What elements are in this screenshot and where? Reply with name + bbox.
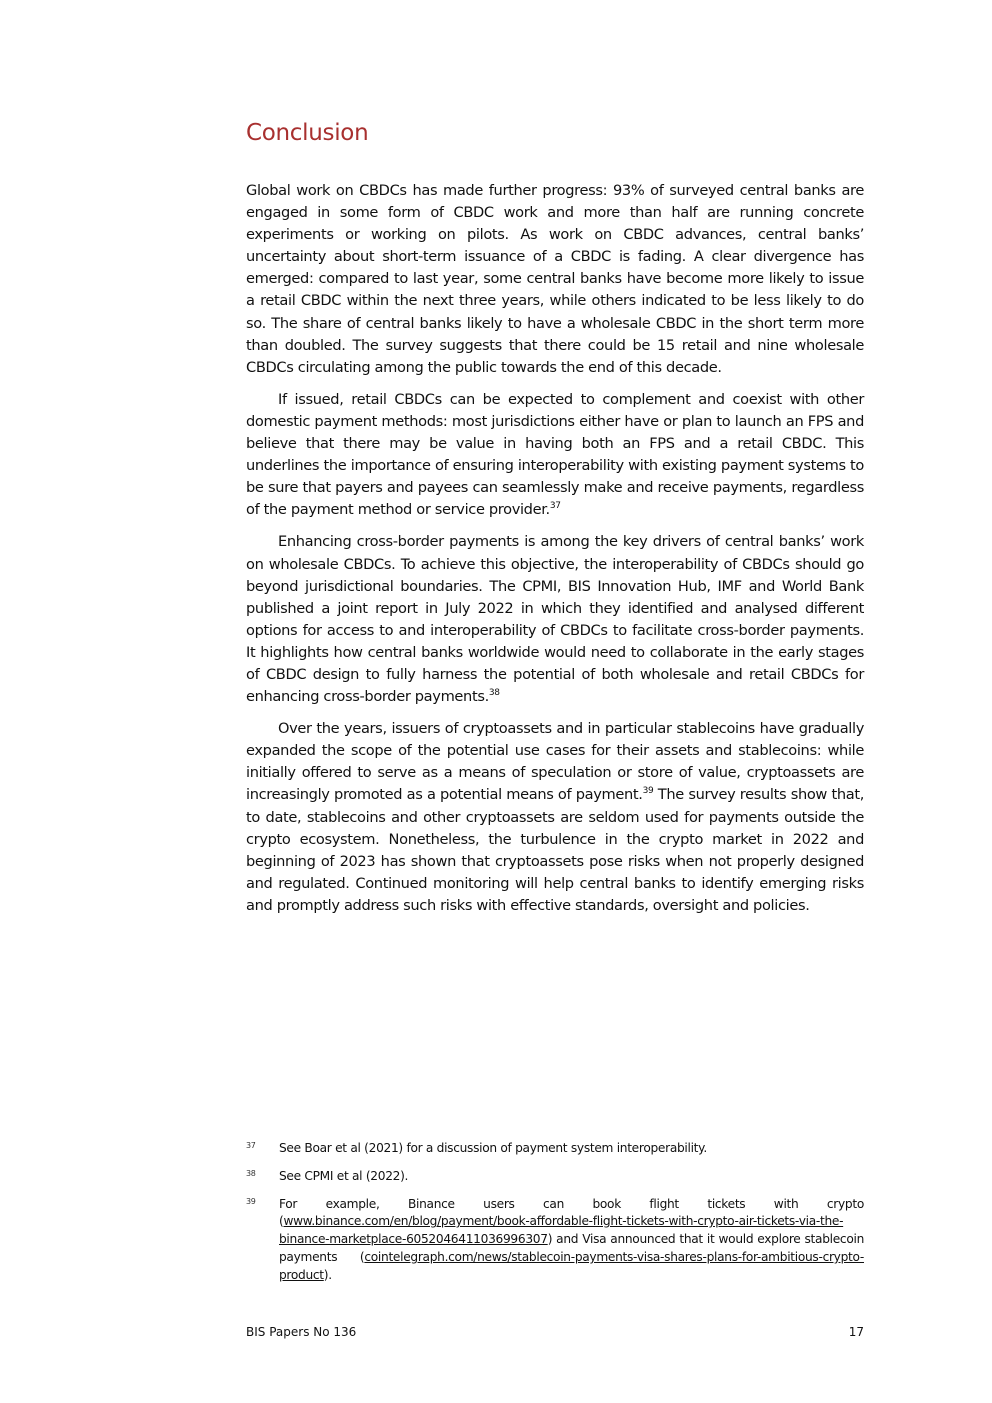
footnote [246, 1140, 864, 1158]
paragraph-text: Enhancing cross-border payments is among the key drivers of central banks’ work on wholesale CBDCs. To achieve this objective, the interoperability of CBDCs should go beyond jurisdictional boundaries. The CPMI, BIS Innovation Hub, IMF and World Bank published a joint report in July 2022 in which they identified and analysed different options for access to and interoperability of CBDCs to facilitate cross-border payments. It highlights how central banks worldwide would need to collaborate in the early stages of CBDC design to fully harness the potential of both wholesale and retail CBDCs for enhancing cross-border payments. [246, 533, 864, 706]
paragraph [246, 531, 864, 708]
footnote-ref[interactable]: 39 [642, 786, 654, 797]
footnote-text-part: ). [323, 1267, 332, 1282]
paragraph-text: Global work on CBDCs has made further progress: 93% of surveyed central banks are engaged in some form of CBDC work and more than half are running concrete experiments or working on pilots. As work on CBDC advances, central banks’ uncertainty about short-term issuance of a CBDC is fading. A clear divergence has emerged: compared to last year, some central banks have become more likely to issue a retail CBDC within the next three years, while others indicated to be less likely to do so. The share of central banks likely to have a wholesale CBDC in the short term more than doubled. The survey suggests that there could be 15 retail and nine wholesale CBDCs circulating among the public towards the end of this decade. [246, 182, 864, 376]
footnote-text [279, 1196, 864, 1285]
footnote [246, 1196, 864, 1285]
footnote-number: 37 [246, 1141, 256, 1150]
paragraph-text: If issued, retail CBDCs can be expected to complement and coexist with other domestic payment methods: most jurisdictions either have or plan to launch an FPS and believe that there may be value in having both an FPS and a retail CBDC. This underlines the importance of ensuring interoperability with existing payment systems to be sure that payers and payees can seamlessly make and receive payments, regardless of the payment method or service provider. [246, 390, 864, 519]
footnote-text-part: For example, Binance users can book flight tickets with crypto ( [279, 1196, 864, 1229]
footnote-ref[interactable]: 37 [549, 501, 561, 512]
binance-link[interactable]: www.binance.com/en/blog/payment/book-affordable-flight-tickets-with-crypto-air-tickets-via-the-binance-marketplace-6052046411036996307 [279, 1214, 844, 1247]
paragraph [246, 389, 864, 522]
paragraph-text: The survey results show that, to date, stablecoins and other cryptoassets are seldom used for payments outside the crypto ecosystem. Nonetheless, the turbulence in the crypto market in 2022 and beginning of 2023 has shown that cryptoassets pose risks when not properly designed and regulated. Continued monitoring will help central banks to identify emerging risks and promptly address such risks with effective standards, oversight and policies. [246, 786, 864, 914]
page-footer [246, 1325, 864, 1339]
paragraph-text: Over the years, issuers of cryptoassets and in particular stablecoins have gradually expanded the scope of the potential use cases for their assets and stablecoins: while initially offered to serve as a means of speculation or store of value, cryptoassets are increasingly promoted as a potential means of payment. [246, 720, 864, 804]
footnote-ref[interactable]: 38 [488, 688, 500, 699]
footnote [246, 1168, 864, 1186]
section-heading: Conclusion [246, 120, 369, 146]
paragraph [246, 180, 864, 379]
paragraph [246, 718, 864, 917]
page-number: 17 [848, 1325, 864, 1339]
footnote-number: 38 [246, 1168, 256, 1178]
footnote-text: See Boar et al (2021) for a discussion of payment system interoperability. [279, 1141, 707, 1155]
footnote-text-part: ) and Visa announced that it would explore stablecoin payments ( [279, 1232, 864, 1264]
body-text [246, 180, 864, 927]
cointelegraph-link[interactable]: cointelegraph.com/news/stablecoin-payments-visa-shares-plans-for-ambitious-crypto-product [279, 1249, 864, 1282]
footnote-number: 39 [246, 1196, 256, 1206]
footnote-text: See CPMI et al (2022). [279, 1168, 409, 1183]
publication-name: BIS Papers No 136 [246, 1325, 357, 1339]
footnotes [246, 1140, 864, 1295]
